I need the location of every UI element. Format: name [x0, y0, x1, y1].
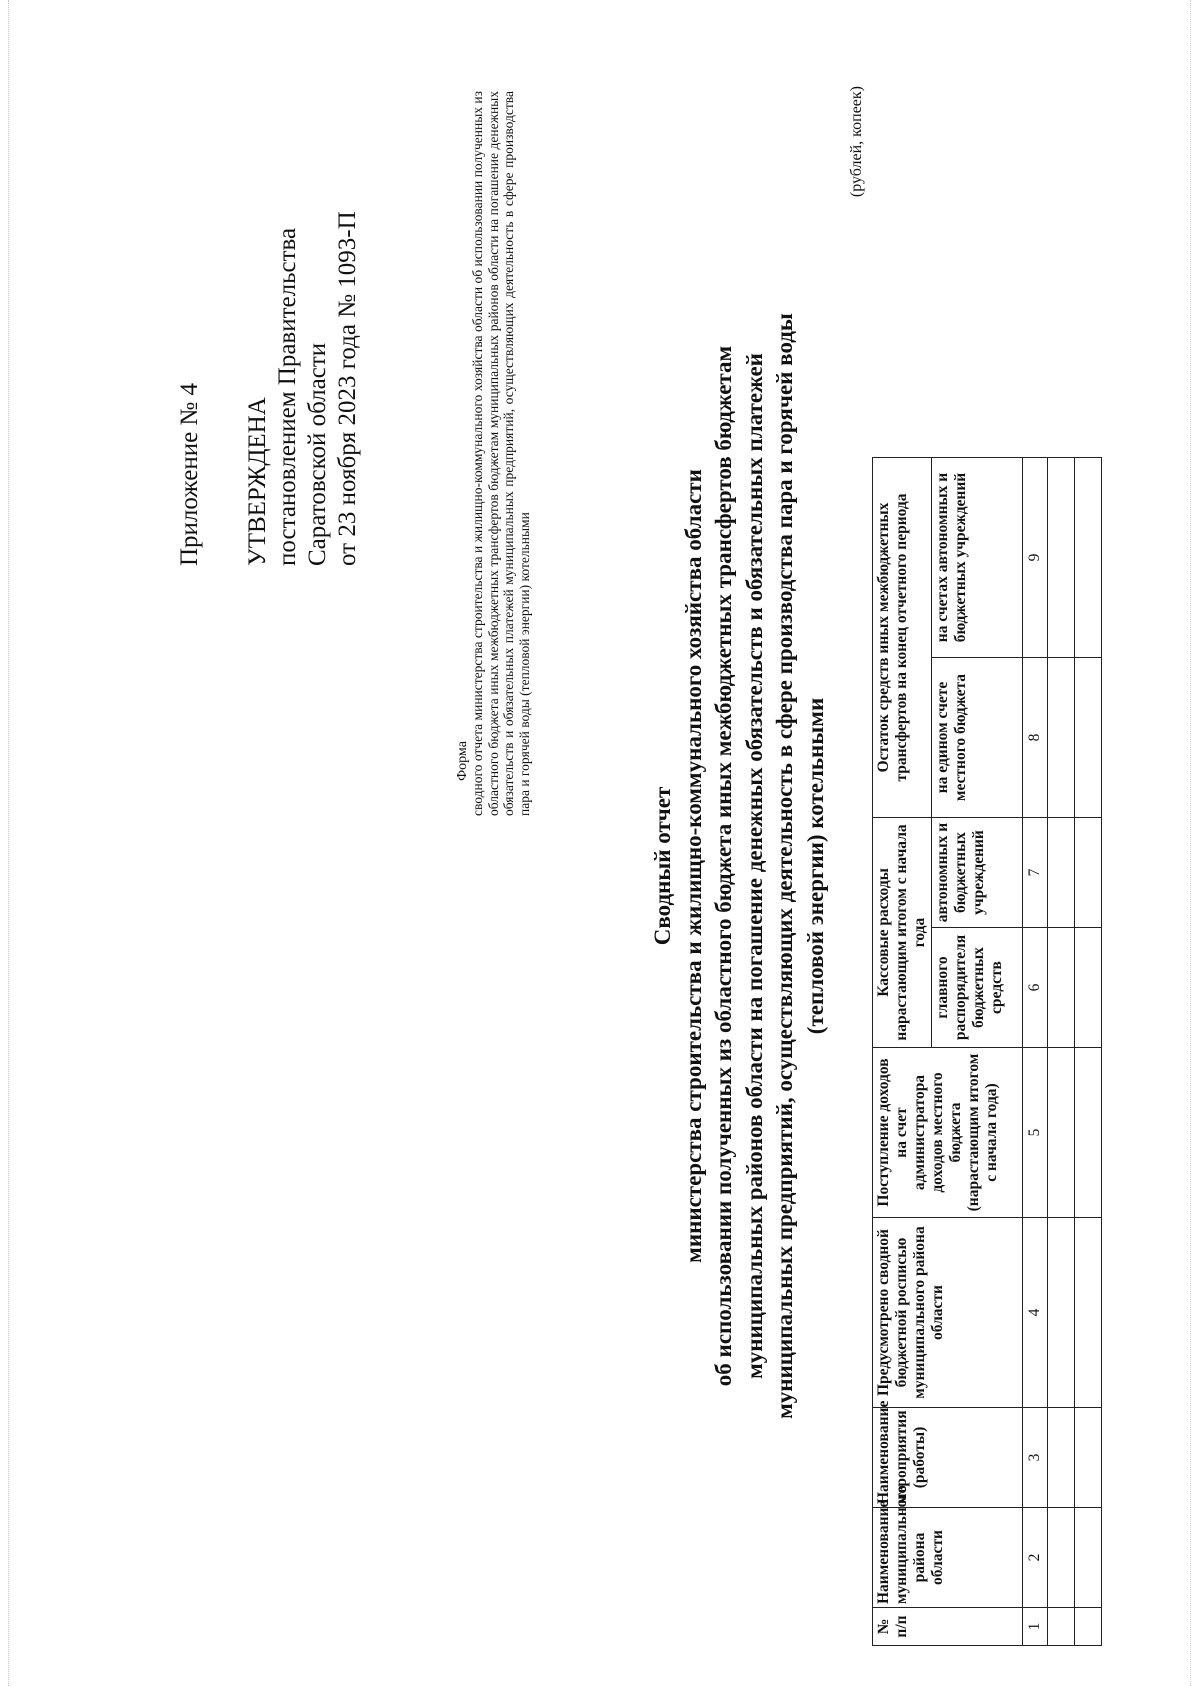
- table-cell: [1048, 818, 1075, 928]
- title-line-1: Сводный отчет: [650, 786, 675, 946]
- header-planned: Предусмотрено сводной бюджетной росписью муниципального района области: [873, 1218, 1023, 1408]
- header-institutions: автономных и бюджетных учреждений: [932, 818, 1023, 928]
- title-line-3: об использовании полученных из областного бюджета иных межбюджетных трансфертов бюджетам: [711, 345, 736, 1387]
- header-row-1: [873, 76, 932, 1646]
- header-cash-expenses: Кассовые расходы нарастающим итогом с начала года: [873, 818, 932, 1048]
- table-cell: [1075, 658, 1102, 818]
- approval-block: [175, 86, 363, 566]
- approval-line-2: Саратовской области: [304, 342, 331, 566]
- table-cell: [1075, 1508, 1102, 1608]
- table-cell: [1048, 1508, 1075, 1608]
- table-cell: [1075, 928, 1102, 1048]
- annex-number: Приложение № 4: [176, 382, 203, 566]
- report-table: [872, 76, 1102, 1647]
- header-main-manager: главного распорядителя бюджетных средств: [932, 928, 1023, 1048]
- table-cell: [1048, 1608, 1075, 1646]
- table-cell: [1075, 1608, 1102, 1646]
- table-cell: [1075, 458, 1102, 658]
- header-district: Наименование муниципального района области: [873, 1508, 1023, 1608]
- table-cell: [1048, 658, 1075, 818]
- column-number: 7: [1023, 818, 1048, 928]
- table-cell: [1075, 1048, 1102, 1218]
- column-number: 9: [1023, 458, 1048, 658]
- column-number: 8: [1023, 658, 1048, 818]
- column-number: 1: [1023, 1608, 1048, 1646]
- header-number: № п/п: [873, 1608, 1023, 1646]
- report-title: [648, 156, 831, 1576]
- header-activity: Наименование мероприятия (работы): [873, 1408, 1023, 1508]
- header-receipts: Поступление доходов на счет администратора доходов местного бюджета (нарастающим итогом с начала года): [873, 1048, 1023, 1218]
- title-line-5: муниципальных предприятий, осуществляющих деятельность в сфере производства пара и горячей воды: [772, 313, 797, 1419]
- column-number: 6: [1023, 928, 1048, 1048]
- column-number: 4: [1023, 1218, 1048, 1408]
- form-label: Форма: [455, 741, 470, 781]
- table-cell: [1075, 1408, 1102, 1508]
- table-cell: [1048, 1218, 1075, 1408]
- approval-line-3: от 23 ноября 2023 года № 1093-П: [334, 211, 361, 566]
- table-cell: [1048, 1048, 1075, 1218]
- column-number: 3: [1023, 1408, 1048, 1508]
- approved-caption: УТВЕРЖДЕНА: [244, 397, 271, 566]
- header-balance: Остаток средств иных межбюджетных трансфертов на конец отчетного периода: [873, 458, 932, 818]
- form-description: сводного отчета министерства строительства и жилищно-коммунального хозяйства области об использовании полученных из областного бюджета иных межбюджетных трансфертов бюджетам муниципальных районов области на погашение денежных обязательств и обязательных платежей муниципальных предприятий, осуществляющих деятельность в сфере производства пара и горячей воды (тепловой энергии) котельными: [470, 91, 532, 816]
- header-institution-accounts: на счетах автономных и бюджетных учреждений: [932, 458, 1023, 658]
- table-cell: [1075, 818, 1102, 928]
- approval-line-1: постановлением Правительства: [274, 227, 301, 566]
- column-number: 5: [1023, 1048, 1048, 1218]
- table-cell: [1075, 1218, 1102, 1408]
- title-line-4: муниципальных районов области на погашение денежных обязательств и обязательных платежей: [741, 353, 767, 1379]
- column-number: 2: [1023, 1508, 1048, 1608]
- table-margin: [873, 76, 1102, 458]
- table-cell: [1048, 1408, 1075, 1508]
- table-cell: [1048, 928, 1075, 1048]
- title-line-2: министерства строительства и жилищно-коммунального хозяйства области: [680, 469, 706, 1263]
- table-cell: [1048, 458, 1075, 658]
- units-note: (рублей, копеек): [848, 86, 865, 198]
- header-single-account: на едином счете местного бюджета: [932, 658, 1023, 818]
- title-line-6: (тепловой энергии) котельными: [802, 697, 828, 1035]
